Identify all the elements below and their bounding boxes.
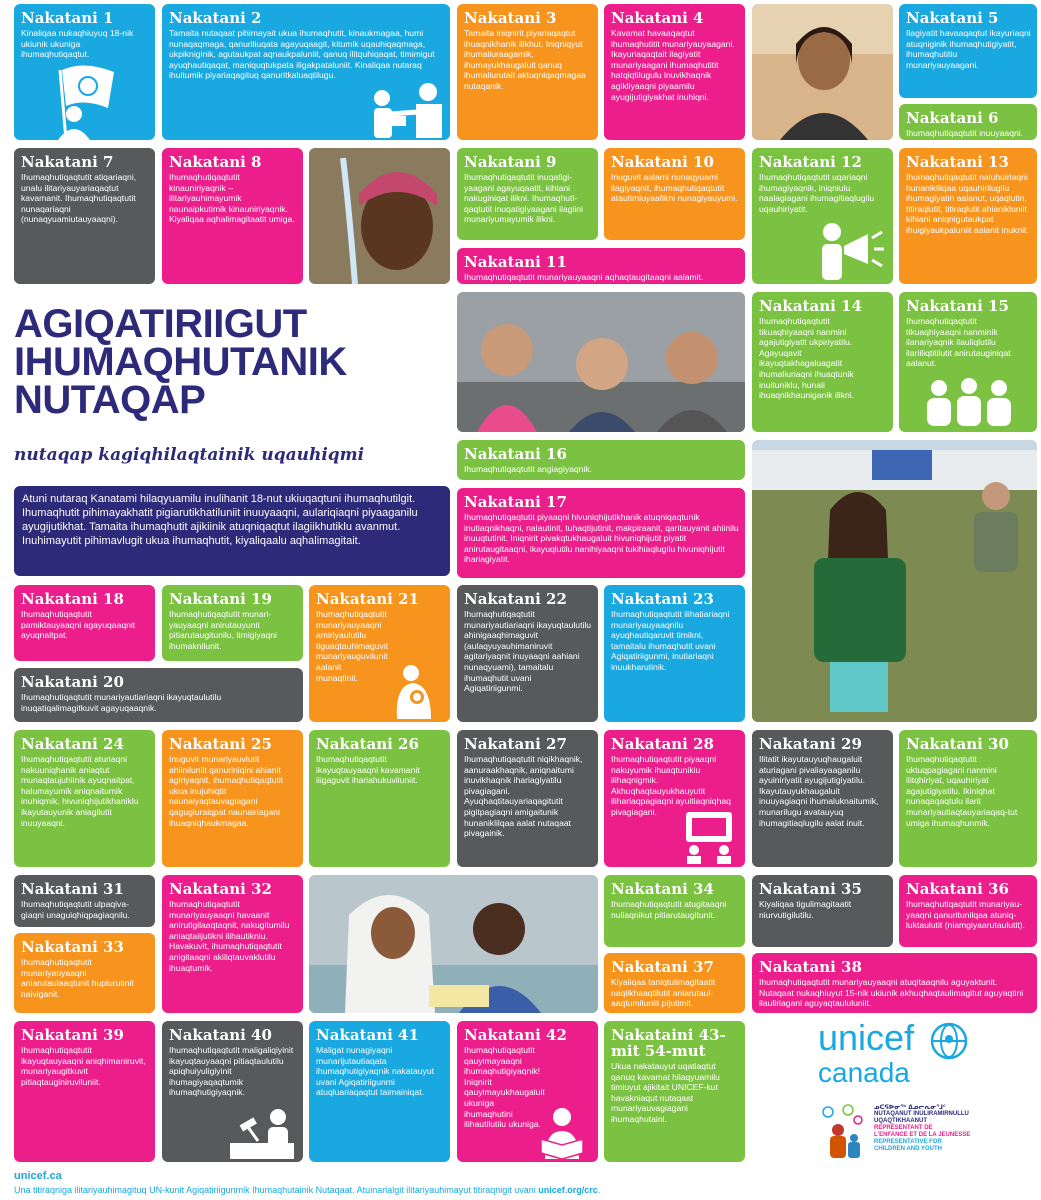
article-title: Nakatani 6	[906, 109, 999, 127]
article-text: Ihumaqhutiqaqtutit munariyautiariaqni ikayuqtaulutilu ahinigaaqhimaguvit (aulaqyuyauhimaniruvit agitariyaqnit inuyaaqni aahiani nunaqyuami), tamaitalu ihumaqhutit uvani Agiqatiriigunmi.	[464, 609, 592, 694]
article-text: Ukua nakatauyut uqatiaqtut qanuq kavamat hilaqyuamilu timiuyut ajikitait UNICEF-kut havakniaqut nutaqaat munariyauvagiagani ihumaqhutaini.	[611, 1061, 720, 1124]
page-subtitle: nutaqap kagiqhilaqtainik uqauhiqmi	[14, 445, 365, 465]
partner-line: CHILDREN AND YOUTH	[874, 1146, 943, 1152]
title-line-1: AGIQATIRIIGUT	[14, 302, 307, 346]
article-43-54-tile	[604, 1021, 745, 1162]
partner-line: REPRÉSENTANT DE	[874, 1125, 933, 1131]
article-text: Ihumaqhutiqaqtutit tikuaqhiyaaqni nanmini agajutigiyatit ukpiriyatilu. Agayuqavit ikayuqtakhagaluagatit ihumaliuriaqni ihuaqtunik inuituniklu, hunali ihuaqnikhauniganik ilikni.	[759, 316, 855, 401]
article-title: Nakatani 28	[611, 735, 714, 753]
article-text: Inuguvit aalami nunaqyuami ilagiyaqnit, ihumaqhutiqaqtutit atautimiuyaafikni nunagiyauyumi.	[611, 172, 738, 204]
article-title: Nakatani 41	[316, 1026, 419, 1044]
article-title: Nakatani 37	[611, 958, 714, 976]
article-text: Maligat nunagiyaqni munarijutautiaqata ihumaqhutigiyaqnik nakatauyut uvani Agiqatiriigunmi atuqluariaqaqtut taimainiqat.	[316, 1045, 435, 1098]
article-14-tile	[752, 292, 893, 432]
article-text: Ihumaqhutiqaqtutit angiagiyaqnik.	[464, 464, 593, 474]
article-text: Ihumaqhutiqaqtutit munariyauyaaqni atuqitaaqnilu aguyaktunit. Nutaqaat nukaqhiuyut 15-nik ukiunik akhuqhaqtaulimagitut aguyaqtini ilauliriagani aguyaqtaululuniit.	[759, 977, 1024, 1009]
article-title: Nakatani 20	[21, 673, 124, 691]
photo-three-children	[457, 292, 745, 432]
article-title: Nakatani 3	[464, 9, 557, 27]
article-title: Nakatani 21	[316, 590, 419, 608]
article-title: Nakatani 36	[906, 880, 1009, 898]
article-title: Nakatani 42	[464, 1026, 567, 1044]
intro-panel: Atuni nutaraq Kanatami hilaqyuamilu inulihanit 18-nut ukiuqaqtuni ihumaqhutilgit. Ihumaqhutit pihimayakhatit pigiarutikhatiluniit inuuyaaqni, aulariqiaqni piyaaganilu ayugijutikhat. Tamaita ihumaqhutit ajikiinik atuqniqaqtut ilagiikhutiklu avanmut. Inuhimayutit pihimavlugit ukua ihumaqhutit, kiyaliqaalu aqhalimagitait.	[14, 486, 450, 576]
logo-word-2: canada	[818, 1057, 910, 1088]
article-25-tile	[162, 730, 303, 867]
article-23-tile	[604, 585, 745, 722]
article-text: Ihumaqhutiqaqtutit piyaaqni hivuniqhijutikhanik atuqniqaqtunik inutiaqnikhaqni, nalautinit, tuhaqtijutinit, makpiraanit, qaritauyanit ahiinilu inuuqtutinit. Iniqnirit pivakqtukhaugaluit hivuniqhijutit piyatit anirutaugitaaqni, ikayuqlutilu nanihiyaaqni tukihiaqlugilu hivuniqhijutit ihariagiyatit.	[464, 512, 739, 565]
article-text: Ihumaqhutiqaqtutit tikuaqhiyaaqni nanminik ilanariyaqnik ilauliqlutilu ilariiliqtitilutit anirutauginiqat aalanut.	[906, 316, 1011, 369]
title-line-3: NUTAQAP	[14, 378, 206, 422]
article-text: Ihumaqhutiqaqtutit munariyau-yaaqni qanuritunilqaa atuniq-luktaulutit (niamgiyaarutaulutit).	[906, 899, 1025, 931]
footer-note-text: Una titiraqniga ilitariyauhimagituq UN-kunit Agiqatiriigunmik Ihumaqhutainik Nutaqaat. Atuinarialgit ilitariyauhimayut titiraqnigit uvani	[14, 1185, 539, 1195]
article-text: Ihumaqhutiqaqtutit aturiaqni nakuuniqhanik aniaqtut munaqtaujuhiinik ayuqnaitpat, halumayumik aniqnaitumik inuhiqmik, hivuniqhijutikhaniklu ikayutauyunik aniagilutit inuuyaaqni.	[21, 754, 139, 828]
footer-url[interactable]: unicef.ca	[14, 1170, 62, 1182]
article-text: Ihumaqhutiqaqtutit inuqatigi-yaagani agayuqaatit, kihiani nakuginiqat ilikni. Ihumaqhuti-qaqtutit inuqatigiyaagani ilagiini munariyumayumik ilikni.	[464, 172, 583, 225]
article-24-tile	[14, 730, 155, 867]
article-title: Nakatani 12	[759, 153, 862, 171]
article-title: Nakatani 35	[759, 880, 862, 898]
article-title: Nakatani 32	[169, 880, 272, 898]
article-7-tile	[14, 148, 155, 284]
hands-helping-icon	[362, 78, 448, 138]
judge-gavel-icon	[226, 1107, 298, 1159]
article-title: Nakatani 31	[21, 880, 124, 898]
article-title: Nakatani 11	[464, 253, 567, 271]
partner-line: NUTAQANUT INULIRAMIRNULLU	[874, 1111, 969, 1117]
article-title: Nakatani 38	[759, 958, 862, 976]
article-40-tile	[162, 1021, 303, 1162]
article-13-tile	[899, 148, 1037, 284]
article-26-tile	[309, 730, 450, 867]
friends-group-icon	[921, 378, 1017, 426]
article-34-tile	[604, 875, 745, 947]
article-text: Ihumaqhutiqaqtutit kinauniriyaqnik – ilitariyauhimayumik naunaipkutimik kinauniriyaqnik. Kiyaliqaa aqhalimagitaatit umiga.	[169, 172, 295, 225]
article-30-tile	[899, 730, 1037, 867]
flag-child-icon	[44, 62, 124, 140]
article-15-tile	[899, 292, 1037, 432]
article-title: Nakatani 22	[464, 590, 567, 608]
article-5-tile	[899, 4, 1037, 98]
logo-word-1: unicef	[818, 1017, 915, 1058]
article-36-tile	[899, 875, 1037, 947]
article-text: Kiyaliqaa tigulimagitaatit niurvutigilutilu.	[759, 899, 852, 920]
article-text: Kinaliqaa nukaqhiuyuq 18-nik ukiunik ukuniga ihumaqhutiqaqtut.	[21, 28, 134, 60]
photo-girls-reading	[309, 875, 598, 1013]
article-title: Nakatani 23	[611, 590, 714, 608]
article-text: Ihumaqhutiqaqtutit munariyauyaaqni amiriyaulutilu tiguaqtauhimaguvit munariyauguvilunit aalanit munaqtinit.	[316, 609, 389, 683]
article-title: Nakatani 26	[316, 735, 419, 753]
article-9-tile	[457, 148, 598, 240]
article-18-tile	[14, 585, 155, 661]
article-28-tile	[604, 730, 745, 867]
article-text: Ihumaqhutiqaqtutit piyaaqni nakuyumik ihuaqtunikiu ilihaqnigmik. Akhuqhaqtauyukhauyutit ilihariaqpagiaqni ayuitiaqniqhaq pivagiagani.	[611, 754, 731, 817]
article-text: Ihumaqhutiqaqtutit ilihatiariaqni munariyauyaaqnilu ayuqhautiqaruvit timikni, tamaitalu ihumaqhutit uvani Agiqatiriigunmi, inutiariaqni inuukharutinik.	[611, 609, 730, 672]
partner-line: UQAQTIKHAANUT	[874, 1118, 927, 1124]
article-33-tile	[14, 933, 155, 1013]
article-title: Nakatani 15	[906, 297, 1009, 315]
title-line-2: IHUMAQHUTANIK	[14, 340, 347, 384]
article-text: Ihumaqhutiqaqtutit ulpaqiva-giaqni unaguiqhiqpagiaqnilu.	[21, 899, 130, 920]
article-text: Ihumaqhutiqaqtutit munariyauyaaqni aniarutaulaaqtunit huplurutinit naiviganit.	[21, 957, 134, 999]
article-title: Nakatani 40	[169, 1026, 272, 1044]
article-text: Ihumaqhutiqaqtutit pamiktauyaaqni agayuqaaqnit ayuqnaitpat.	[21, 609, 136, 641]
article-title: Nakatani 24	[21, 735, 124, 753]
article-title: Nakatani 16	[464, 445, 567, 463]
article-text: Ihumaqhutiqaqtutit ikayuqtauyaaqni aniqhimaniruvit, munariyaugitkuvit pitiaqtauginiruviluniit.	[21, 1045, 146, 1087]
article-42-tile	[457, 1021, 598, 1162]
article-text: Ihumaqhutiqaqtutit atiqariaqni, unalu ilitariyauyariaqaqtut kavamanit. Ihumaqhutiqaqtutit nunaqariaqni (nunaqyuamiutauyaaqni).	[21, 172, 137, 225]
article-title: Nakatani 17	[464, 493, 567, 511]
article-title: Nakatani 10	[611, 153, 714, 171]
article-title: Nakatani 5	[906, 9, 999, 27]
article-title: Nakatani 14	[759, 297, 862, 315]
photo-girl-smiling	[752, 4, 893, 140]
photo-children-running	[752, 440, 1037, 722]
article-text: Ihumaqhutiqaqtutit maligaliqiyinit ikayuqtauyaaqni pitiaqtaulutilu apiqhuiyuligiyinit ihumagiyaqaqtumik ihumaqhutigiyaqnik.	[169, 1045, 294, 1098]
classroom-board-icon	[678, 810, 740, 864]
article-title: Nakatani 8	[169, 153, 262, 171]
article-title: Nakatani 4	[611, 9, 704, 27]
child-reading-icon	[533, 1105, 591, 1159]
article-title: Nakatani 18	[21, 590, 124, 608]
article-31-tile	[14, 875, 155, 927]
article-title: Nakatani 30	[906, 735, 1009, 753]
article-6-tile	[899, 104, 1037, 140]
footer-note-end: .	[597, 1185, 601, 1195]
article-4-tile	[604, 4, 745, 140]
article-text: Ihumaqhutiqaqtutit uqariaqni ihumagiyaqnik, iniqniulu naalagiagani ihumagitiaqlugilu uqauhiriyatit.	[759, 172, 875, 214]
article-title: Nakatani 25	[169, 735, 272, 753]
article-38-tile	[752, 953, 1037, 1013]
article-10-tile	[604, 148, 745, 240]
article-text: Ihumaqhutiqaqtutit munari-yauyaaqni anirutauyunit pitiarutaugitunilu, timigiyaqni ihumaknilunit.	[169, 609, 277, 651]
article-text: Tamaita iniqnirit piyariaqaqtut ihuaqnikhanik ilikhut. Iniqniqyut ihumaliuraagamik, ihumayukhaugaluit qanuq ihumaliurutait aktuqniqaqmagaa nutaqanik.	[464, 28, 586, 91]
footer-crc-link[interactable]: unicef.org/crc	[538, 1185, 598, 1195]
article-text: Inuguvit munariyauvlutit ahiiniluniit qanuriniqini ahianit agiriyaqnit, ihumaqhutiqaqtutit ukua inujuhiqtit naunaiyaqtauvagiagani qagugiuraiqpat naunairiagani ihuaqniqhaukmagaa.	[169, 754, 284, 828]
article-32-tile	[162, 875, 303, 1013]
article-2-tile	[162, 4, 450, 140]
article-29-tile	[752, 730, 893, 867]
article-1-tile	[14, 4, 155, 140]
article-title: Nakatani 13	[906, 153, 1009, 171]
mother-baby-icon	[387, 663, 443, 719]
article-title: Nakatani 34	[611, 880, 714, 898]
article-title: Nakatani 39	[21, 1026, 124, 1044]
article-title: Nakatani 27	[464, 735, 567, 753]
partner-line: REPRESENTATIVE FOR	[874, 1139, 942, 1145]
article-title: Nakataini 43-mit 54-mut	[611, 1026, 726, 1060]
article-text: Ilitatit ikayutauyuqhaugaluit aturiagani pivaliayaaganilu ayuiniriyatit ayugijutigiyatilu. Ikayutauyukhaugaluit inuuyagiaqni ihumaluknaitumik, munarilugu avatauyuq ihumagitiaqlugilu aalat inuit.	[759, 754, 879, 828]
megaphone-icon	[814, 220, 886, 280]
article-12-tile	[752, 148, 893, 284]
article-title: Nakatani 1	[21, 9, 114, 27]
article-21-tile	[309, 585, 450, 722]
partner-line: ᓄᑕᕋᐅᓂᖅ ᐃᓄᓕᕆᓂᕐᒧᑦ	[874, 1104, 946, 1111]
article-text: Ihumaqhutiqaqtutit inuuyaaqni.	[906, 128, 1024, 138]
article-11-tile	[457, 248, 745, 284]
article-text: Ihumaqhutiqaqtutit munariyauyaaqni havaanit anirutigilaaqtaqnit, nakugitumilu aniaqtaiijutikni ilihautikniu. Havakuvit, ihumaqhutiqaqtutit anigitaaqni akiliqtauvaklutilu ihuaqtumik.	[169, 899, 290, 973]
article-title: Nakatani 2	[169, 9, 262, 27]
photo-girl-water	[309, 148, 450, 284]
article-16-tile	[457, 440, 745, 480]
article-text: Ihumaqhutiqaqtutit uktuqpagiagani nanmini ilitqhiriyat, uqauhiriyat agajutigiyatilu. Ikiniqhat nunaqaqaqtulu ilarit munariyautiaqtauyariaqaq-tut umiga ihumaqhunmik.	[906, 754, 1018, 828]
article-22-tile	[457, 585, 598, 722]
article-title: Nakatani 7	[21, 153, 114, 171]
family-snowflake-icon	[818, 1104, 866, 1162]
page-title	[14, 302, 444, 422]
article-37-tile	[604, 953, 745, 1013]
partner-logo	[818, 1104, 998, 1162]
article-title: Nakatani 9	[464, 153, 557, 171]
article-text: Ihumaqhutiqaqtutit naluhuiriaqni hunaniklilqaa uqauhirilugilu ihumagiyatin aalanut, uqaqlutin, titiraqlutit, titiraqlutit ahianikluniit kihiani aniqnigutaukpat ihuigiyaukpaluniit aalanit inuknit.	[906, 172, 1029, 235]
article-19-tile	[162, 585, 303, 661]
article-17-tile	[457, 488, 745, 578]
article-35-tile	[752, 875, 893, 947]
article-text: Ilagiyatit havaaqaqtut ikayuriaqni atuqniginik ihumaqhutigiyatit, ihumaqhutitiu munariyauyaagani.	[906, 28, 1031, 70]
article-title: Nakatani 29	[759, 735, 862, 753]
footer-note	[14, 1185, 1034, 1195]
article-title: Nakatani 19	[169, 590, 272, 608]
article-39-tile	[14, 1021, 155, 1162]
article-3-tile	[457, 4, 598, 140]
article-text: Ihumaqhutiqaqtutit niqikhaqnik, aanuraakhaqnik, aniqnaitumi inuvikhaqnik ihariagiyatilu pivagiagani. Ayuqhaqtitauyariaqagitutit pigitpagiaqni amigaitunik hunaniklilqaa aalat nutaqaat pivagainik.	[464, 754, 583, 839]
article-title: Nakatani 33	[21, 938, 124, 956]
article-20-tile	[14, 668, 303, 722]
article-text: Ihumaqhutiqaqtutit munariyautiariaqni ikayuqtaulutilu inuqatiqalimagitkuvit agayuqaaqnik.	[21, 692, 222, 713]
article-text: Ihumaqhutiqaqtutit atugitaaqni nuliaqnikut pitiarutaugitunit.	[611, 899, 727, 920]
unicef-globe-icon	[930, 1022, 968, 1060]
article-41-tile	[309, 1021, 450, 1162]
article-8-tile	[162, 148, 303, 284]
article-text: Kavamat havaaqaqtut ihumaqhutitit munariyauyaagani. Ikayuriaqaqtait ilagiyatit munariyaagani ihumaqhutitit hatqiqtilugulu inuvikhaqnik agikliyaaqni piyaamilu ayugijutigiyakhat inuhiqni.	[611, 28, 735, 102]
partner-line: L'ENFANCE ET DE LA JEUNESSE	[874, 1132, 971, 1138]
article-text: Ihumaqhutiqaqtutit munariyauyaaqni aqhaqtaugitaaqni aalamit.	[464, 272, 704, 282]
article-text: Ihumaqhutiqaqtutit ikayuqtauyaaqni kavamanit iligaguvit ihariahukuviluniit.	[316, 754, 420, 786]
article-text: Ihumaqhutiqaqtutit qauyimayaaqni ihumaqhutigiyaqnik! Iniqnirit qauyimayukhaugaluit ukuniga ihumaqhutini ilihautilutilu ukuniga.	[464, 1045, 545, 1130]
article-text: Tamaita nutaqaat pihimayait ukua ihumaqhutit, kinaukmagaa, humi nunaqaqmaga, qanuriliuqata agayuqaagit, kitumik uqauhiqaqmaga, ukpikniginik, agutaukpat aqnaukpaluniit, qanuq ilitquhiqaqat, timimigut ayuqhautiqaqat, maniquqtukpata iligakpataluniit. Kinaliqaa nutaraq ihuitumik piyariaqagituq qanuritkaluaqtilugu.	[169, 28, 435, 81]
article-27-tile	[457, 730, 598, 867]
unicef-canada-logo[interactable]	[818, 1017, 915, 1088]
article-text: Kiyaliqaa taniqtulimagitaatit naqlikhaaqtilutit aniarutaul-aaqtumiluniit pijutimit.	[611, 977, 716, 1009]
